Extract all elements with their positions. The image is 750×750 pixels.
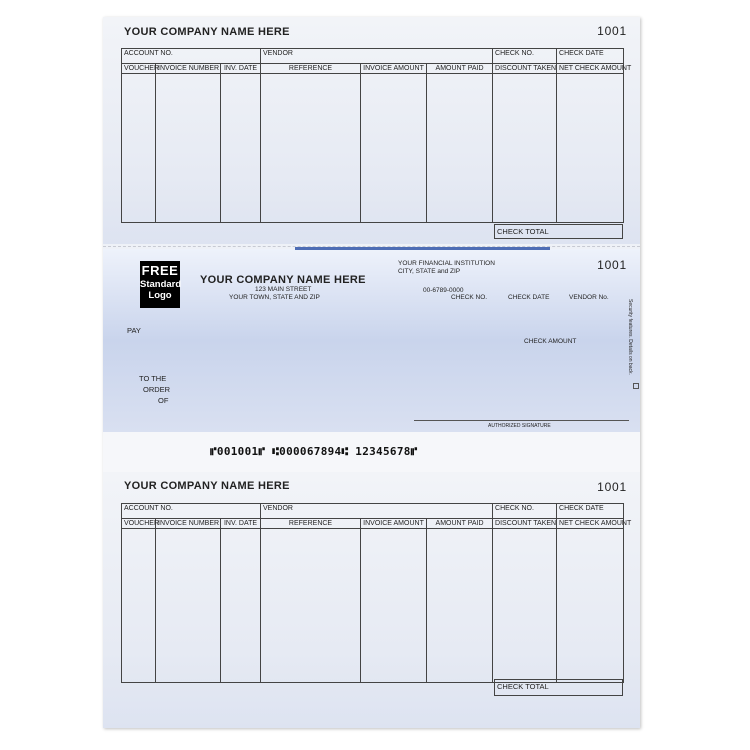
table-cell [557,529,624,683]
security-band [295,247,550,250]
col-header: AMOUNT PAID [427,519,493,529]
table-cell [361,529,427,683]
table-cell [361,74,427,223]
company-name: YOUR COMPANY NAME HERE [124,480,290,492]
bottom-voucher-stub [103,472,640,728]
col-header: INVOICE NUMBER [156,519,221,529]
security-note: Security features. Details on back. [627,299,633,375]
table-cell [493,74,557,223]
company-address1: 123 MAIN STREET [255,286,312,293]
micr-line: ⑈001001⑈ ⑆000067894⑆ 12345678⑈ [210,445,418,458]
check-company-name: YOUR COMPANY NAME HERE [200,274,366,286]
col-header: REFERENCE [261,64,361,74]
table-cell [261,529,361,683]
check-no-label: CHECK NO. [493,504,557,519]
order-label: ORDER [143,385,171,394]
company-address2: YOUR TOWN, STATE AND ZIP [229,294,320,301]
to-the-label: TO THE [139,374,167,383]
table-cell [557,74,624,223]
padlock-icon [633,383,639,389]
table-cell [427,529,493,683]
check-date-label: CHECK DATE [508,294,550,301]
col-header: DISCOUNT TAKEN [493,519,557,529]
col-header: VOUCHER [122,519,156,529]
check-number: 1001 [597,24,627,38]
account-no-label: ACCOUNT NO. [122,504,261,519]
check-number: 1001 [597,258,627,272]
col-header: NET CHECK AMOUNT [557,519,624,529]
table-cell [493,529,557,683]
stub-table [121,48,632,223]
col-header: INV. DATE [221,64,261,74]
signature-line [414,420,629,421]
check-no-label: CHECK NO. [451,294,488,301]
bank-city: CITY, STATE and ZIP [398,268,461,275]
check-total-box: CHECK TOTAL [494,224,623,239]
check-number: 1001 [597,480,627,494]
table-cell [122,74,156,223]
col-header: INV. DATE [221,519,261,529]
logo-text-standard: Standard [140,279,182,290]
logo-text-logo: Logo [148,289,172,301]
vendor-label: VENDOR [261,504,493,519]
table-cell [122,529,156,683]
table-cell [156,529,221,683]
check-date-label: CHECK DATE [557,49,624,64]
routing-fraction: 00-6789-0000 [423,287,464,294]
table-cell [221,529,261,683]
col-header: NET CHECK AMOUNT [557,64,624,74]
company-name: YOUR COMPANY NAME HERE [124,26,290,38]
check-no-label: CHECK NO. [493,49,557,64]
stub-table [121,503,632,683]
top-voucher-stub [103,17,640,244]
col-header: INVOICE AMOUNT [361,519,427,529]
vendor-label: VENDOR [261,49,493,64]
table-cell [427,74,493,223]
pay-label: PAY [127,326,141,335]
logo-text-free: FREE [141,263,179,278]
col-header: VOUCHER [122,64,156,74]
logo-placeholder [140,261,180,308]
account-no-label: ACCOUNT NO. [122,49,261,64]
table-cell [261,74,361,223]
col-header: DISCOUNT TAKEN [493,64,557,74]
bank-name: YOUR FINANCIAL INSTITUTION [398,260,495,267]
signature-label: AUTHORIZED SIGNATURE [488,423,551,429]
vendor-no-label: VENDOR No. [569,294,609,301]
col-header: INVOICE AMOUNT [361,64,427,74]
table-cell [156,74,221,223]
of-label: OF [158,396,169,405]
col-header: AMOUNT PAID [427,64,493,74]
check-body [103,249,640,432]
check-amount-label: CHECK AMOUNT [524,338,577,345]
check-date-label: CHECK DATE [557,504,624,519]
col-header: REFERENCE [261,519,361,529]
col-header: INVOICE NUMBER [156,64,221,74]
check-total-box: CHECK TOTAL [494,679,623,696]
table-cell [221,74,261,223]
